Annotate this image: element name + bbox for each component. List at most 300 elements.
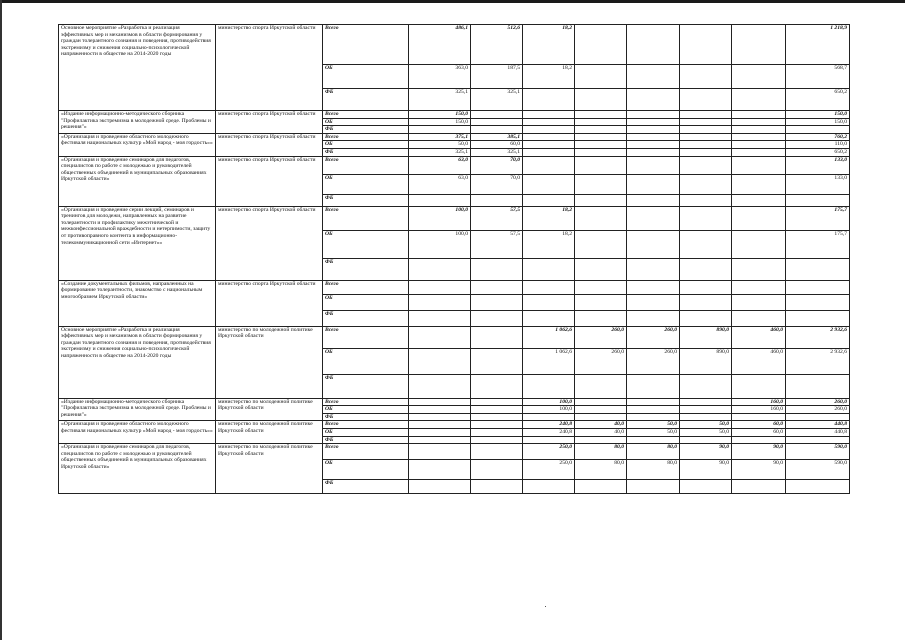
source-label: ОБ [323, 174, 409, 194]
year-value-cell [627, 65, 680, 89]
year-value-cell [627, 174, 680, 194]
source-label: ОБ [323, 460, 409, 480]
total-value-cell [786, 480, 850, 494]
executor-cell: министерство спорта Иркутской области [216, 206, 323, 280]
year-value-cell [471, 413, 523, 421]
source-label: Всего [323, 398, 409, 406]
year-value-cell [409, 258, 471, 280]
source-label: Всего [323, 156, 409, 174]
year-value-cell: 60,0 [732, 428, 786, 436]
year-value-cell [680, 141, 732, 149]
year-value-cell: 18,2 [523, 65, 575, 89]
year-value-cell [523, 141, 575, 149]
source-label: ФБ [323, 480, 409, 494]
year-value-cell [409, 310, 471, 326]
year-value-cell [575, 174, 627, 194]
year-value-cell [523, 280, 575, 294]
source-label: ФБ [323, 413, 409, 421]
year-value-cell [575, 141, 627, 149]
total-value-cell [786, 413, 850, 421]
year-value-cell [627, 294, 680, 310]
year-value-cell [523, 413, 575, 421]
year-value-cell [680, 230, 732, 258]
total-value-cell: 175,7 [786, 206, 850, 230]
year-value-cell: 460,0 [732, 326, 786, 348]
year-value-cell [523, 118, 575, 126]
executor-cell: министерство по молодежной политике Иркутской области [216, 398, 323, 421]
year-value-cell [732, 118, 786, 126]
total-row [59, 111, 850, 119]
year-value-cell [575, 89, 627, 111]
total-row [59, 398, 850, 406]
total-value-cell: 568,7 [786, 65, 850, 89]
year-value-cell [732, 133, 786, 141]
source-label: Всего [323, 421, 409, 429]
year-value-cell: 363,0 [409, 65, 471, 89]
year-value-cell [575, 294, 627, 310]
year-value-cell: 260,0 [627, 348, 680, 374]
year-value-cell [523, 294, 575, 310]
year-value-cell: 240,8 [523, 428, 575, 436]
total-row [59, 421, 850, 429]
year-value-cell [471, 326, 523, 348]
scan-edge-left [0, 0, 2, 640]
year-value-cell [471, 118, 523, 126]
source-label: ФБ [323, 148, 409, 156]
scan-edge-top [0, 0, 905, 3]
year-value-cell: 1 062,6 [523, 348, 575, 374]
year-value-cell [627, 258, 680, 280]
total-value-cell [786, 436, 850, 444]
year-value-cell [680, 65, 732, 89]
year-value-cell [409, 280, 471, 294]
total-value-cell: 2 932,6 [786, 348, 850, 374]
year-value-cell: 60,0 [471, 141, 523, 149]
year-value-cell [575, 310, 627, 326]
source-label: Всего [323, 444, 409, 460]
year-value-cell [627, 156, 680, 174]
year-value-cell [471, 294, 523, 310]
total-value-cell: 650,2 [786, 89, 850, 111]
source-label: Всего [323, 280, 409, 294]
year-value-cell [471, 428, 523, 436]
executor-cell: министерство спорта Иркутской области [216, 156, 323, 206]
year-value-cell [523, 156, 575, 174]
year-value-cell: 260,0 [575, 348, 627, 374]
year-value-cell [680, 413, 732, 421]
measure-description: «Организация и проведение семинаров для педагогов, специалистов по работе с молодежью и руководителей общественных объединений в муниципальных образованиях Иркутской области» [59, 444, 216, 494]
year-value-cell [409, 194, 471, 206]
executor-cell: министерство по молодежной политике Иркутской области [216, 421, 323, 444]
source-label: Всего [323, 111, 409, 119]
year-value-cell: 325,1 [409, 148, 471, 156]
year-value-cell [575, 65, 627, 89]
year-value-cell [732, 294, 786, 310]
year-value-cell: 512,6 [471, 25, 523, 65]
year-value-cell: 90,0 [732, 444, 786, 460]
source-label: ФБ [323, 436, 409, 444]
total-row [59, 156, 850, 174]
year-value-cell [680, 111, 732, 119]
year-value-cell [575, 111, 627, 119]
total-value-cell: 260,0 [786, 406, 850, 414]
year-value-cell [732, 413, 786, 421]
year-value-cell [575, 25, 627, 65]
year-value-cell: 18,2 [523, 206, 575, 230]
total-row [59, 444, 850, 460]
year-value-cell [627, 118, 680, 126]
year-value-cell [627, 126, 680, 134]
measure-description: «Создание документальных фильмов, направленных на формирование толерантности, знакомство с национальным многообразием Иркутской области» [59, 280, 216, 326]
year-value-cell [627, 480, 680, 494]
total-value-cell: 440,8 [786, 421, 850, 429]
year-value-cell [575, 126, 627, 134]
source-label: Всего [323, 206, 409, 230]
executor-cell: министерство спорта Иркутской области [216, 25, 323, 111]
year-value-cell: 57,5 [471, 206, 523, 230]
total-row [59, 206, 850, 230]
year-value-cell [627, 194, 680, 206]
year-value-cell: 890,0 [680, 348, 732, 374]
year-value-cell [680, 406, 732, 414]
year-value-cell [627, 398, 680, 406]
year-value-cell [575, 194, 627, 206]
year-value-cell: 250,0 [523, 444, 575, 460]
year-value-cell [680, 148, 732, 156]
year-value-cell [732, 280, 786, 294]
year-value-cell [523, 174, 575, 194]
year-value-cell [732, 65, 786, 89]
total-value-cell [786, 280, 850, 294]
year-value-cell [732, 89, 786, 111]
source-label: Всего [323, 25, 409, 65]
year-value-cell: 90,0 [680, 460, 732, 480]
total-value-cell: 650,2 [786, 148, 850, 156]
year-value-cell [627, 111, 680, 119]
year-value-cell: 160,0 [732, 398, 786, 406]
total-row [59, 326, 850, 348]
year-value-cell [471, 398, 523, 406]
year-value-cell [523, 480, 575, 494]
year-value-cell [732, 206, 786, 230]
year-value-cell [680, 374, 732, 398]
source-label: ОБ [323, 230, 409, 258]
year-value-cell [627, 206, 680, 230]
year-value-cell: 80,0 [575, 444, 627, 460]
year-value-cell [575, 280, 627, 294]
year-value-cell [575, 230, 627, 258]
year-value-cell [732, 156, 786, 174]
year-value-cell [680, 25, 732, 65]
year-value-cell [523, 89, 575, 111]
year-value-cell: 325,1 [471, 89, 523, 111]
total-value-cell [786, 310, 850, 326]
year-value-cell [627, 148, 680, 156]
year-value-cell [680, 280, 732, 294]
year-value-cell: 60,0 [732, 421, 786, 429]
total-value-cell: 440,8 [786, 428, 850, 436]
year-value-cell [680, 294, 732, 310]
year-value-cell: 100,0 [409, 206, 471, 230]
year-value-cell [680, 194, 732, 206]
year-value-cell: 80,0 [627, 444, 680, 460]
year-value-cell [409, 126, 471, 134]
year-value-cell [732, 436, 786, 444]
year-value-cell [575, 436, 627, 444]
year-value-cell: 50,0 [627, 428, 680, 436]
year-value-cell [627, 374, 680, 398]
year-value-cell [409, 374, 471, 398]
year-value-cell [575, 406, 627, 414]
year-value-cell: 50,0 [680, 428, 732, 436]
source-label: Всего [323, 133, 409, 141]
total-value-cell: 590,0 [786, 444, 850, 460]
total-value-cell [786, 194, 850, 206]
year-value-cell [680, 398, 732, 406]
year-value-cell [575, 118, 627, 126]
year-value-cell [409, 444, 471, 460]
year-value-cell [732, 310, 786, 326]
year-value-cell: 460,0 [732, 348, 786, 374]
measure-description: «Организация и проведение областного молодежного фестиваля национальных культур «Мой народ - моя гордость»» [59, 421, 216, 444]
year-value-cell: 325,1 [471, 148, 523, 156]
year-value-cell [523, 126, 575, 134]
year-value-cell [732, 148, 786, 156]
year-value-cell [627, 133, 680, 141]
year-value-cell: 90,0 [732, 460, 786, 480]
year-value-cell: 80,0 [627, 460, 680, 480]
year-value-cell [575, 413, 627, 421]
total-value-cell: 150,0 [786, 111, 850, 119]
year-value-cell [471, 310, 523, 326]
executor-cell: министерство спорта Иркутской области [216, 280, 323, 326]
year-value-cell [523, 194, 575, 206]
total-value-cell: 133,0 [786, 174, 850, 194]
year-value-cell [575, 258, 627, 280]
year-value-cell [471, 436, 523, 444]
budget-table [58, 24, 850, 494]
year-value-cell: 18,2 [523, 230, 575, 258]
year-value-cell [680, 258, 732, 280]
year-value-cell [627, 406, 680, 414]
year-value-cell: 50,0 [409, 141, 471, 149]
year-value-cell [575, 156, 627, 174]
year-value-cell: 260,0 [575, 326, 627, 348]
year-value-cell [523, 436, 575, 444]
total-value-cell [786, 294, 850, 310]
year-value-cell [732, 480, 786, 494]
total-row [59, 280, 850, 294]
year-value-cell [575, 148, 627, 156]
total-value-cell [786, 374, 850, 398]
year-value-cell [409, 348, 471, 374]
year-value-cell: 486,1 [409, 25, 471, 65]
year-value-cell [409, 406, 471, 414]
total-value-cell: 760,2 [786, 133, 850, 141]
year-value-cell [471, 480, 523, 494]
year-value-cell [627, 25, 680, 65]
year-value-cell [732, 174, 786, 194]
year-value-cell: 50,0 [627, 421, 680, 429]
year-value-cell [575, 374, 627, 398]
year-value-cell: 70,0 [471, 174, 523, 194]
year-value-cell: 80,0 [575, 460, 627, 480]
measure-description: «Организация и проведение семинаров для педагогов, специалистов по работе с молодежью и руководителей общественных объединений в муниципальных образованиях Иркутской области» [59, 156, 216, 206]
year-value-cell [575, 398, 627, 406]
source-label: ФБ [323, 194, 409, 206]
year-value-cell: 50,0 [680, 421, 732, 429]
year-value-cell: 90,0 [680, 444, 732, 460]
year-value-cell: 150,0 [409, 111, 471, 119]
year-value-cell [732, 258, 786, 280]
source-label: ФБ [323, 89, 409, 111]
year-value-cell [680, 118, 732, 126]
year-value-cell: 187,5 [471, 65, 523, 89]
measure-description: Основное мероприятие «Разработка и реализация эффективных мер и механизмов в области формирования у граждан толерантного сознания и поведения, противодействия экстремизму и снижения социально-психологической напряженности в обществе на 2014-2020 годы [59, 326, 216, 398]
year-value-cell [732, 25, 786, 65]
source-label: ОБ [323, 294, 409, 310]
year-value-cell: 1 062,6 [523, 326, 575, 348]
year-value-cell: 63,0 [409, 156, 471, 174]
year-value-cell [732, 230, 786, 258]
source-label: ОБ [323, 348, 409, 374]
measure-description: «Издание информационно-методического сборника "Профилактика экстремизма в молодежной среде. Проблемы и решения"» [59, 398, 216, 421]
year-value-cell [471, 280, 523, 294]
year-value-cell: 70,0 [471, 156, 523, 174]
year-value-cell [409, 436, 471, 444]
year-value-cell [409, 398, 471, 406]
total-value-cell: 2 932,6 [786, 326, 850, 348]
year-value-cell [523, 133, 575, 141]
year-value-cell [627, 89, 680, 111]
year-value-cell [680, 126, 732, 134]
year-value-cell: 18,2 [523, 25, 575, 65]
total-row [59, 25, 850, 65]
year-value-cell [471, 374, 523, 398]
source-label: ФБ [323, 126, 409, 134]
year-value-cell [627, 436, 680, 444]
year-value-cell: 325,1 [409, 89, 471, 111]
year-value-cell [523, 310, 575, 326]
year-value-cell [680, 436, 732, 444]
year-value-cell: 100,0 [523, 406, 575, 414]
source-label: Всего [323, 326, 409, 348]
year-value-cell [471, 194, 523, 206]
year-value-cell [409, 294, 471, 310]
year-value-cell [523, 258, 575, 280]
executor-cell: министерство по молодежной политике Иркутской области [216, 444, 323, 494]
scan-speck [545, 606, 546, 607]
year-value-cell [471, 406, 523, 414]
year-value-cell: 385,1 [471, 133, 523, 141]
executor-cell: министерство спорта Иркутской области [216, 111, 323, 134]
year-value-cell [575, 480, 627, 494]
year-value-cell: 240,8 [523, 421, 575, 429]
year-value-cell: 160,0 [732, 406, 786, 414]
year-value-cell [680, 480, 732, 494]
year-value-cell [680, 310, 732, 326]
source-label: ОБ [323, 118, 409, 126]
year-value-cell: 100,0 [409, 230, 471, 258]
measure-description: «Издание информационно-методического сборника "Профилактика экстремизма в молодежной среде. Проблемы и решения"» [59, 111, 216, 134]
year-value-cell [523, 374, 575, 398]
year-value-cell [732, 374, 786, 398]
year-value-cell: 150,0 [409, 118, 471, 126]
total-value-cell: 260,0 [786, 398, 850, 406]
year-value-cell [627, 141, 680, 149]
year-value-cell [409, 421, 471, 429]
year-value-cell [471, 258, 523, 280]
year-value-cell: 890,0 [680, 326, 732, 348]
year-value-cell [680, 89, 732, 111]
total-value-cell [786, 258, 850, 280]
year-value-cell: 375,1 [409, 133, 471, 141]
total-value-cell: 133,0 [786, 156, 850, 174]
source-label: ФБ [323, 374, 409, 398]
year-value-cell [409, 428, 471, 436]
year-value-cell [732, 111, 786, 119]
measure-description: «Организация и проведение областного молодежного фестиваля национальных культур «Мой народ - моя гордость»» [59, 133, 216, 156]
year-value-cell [523, 111, 575, 119]
year-value-cell [471, 111, 523, 119]
year-value-cell [409, 413, 471, 421]
executor-cell: министерство спорта Иркутской области [216, 133, 323, 156]
measure-description: Основное мероприятие «Разработка и реализация эффективных мер и механизмов в области формирования у граждан толерантного сознания и поведения, противодействия экстремизму и снижения социально-психологической напряженности в обществе на 2014-2020 годы [59, 25, 216, 111]
year-value-cell [409, 326, 471, 348]
year-value-cell [680, 133, 732, 141]
year-value-cell [680, 206, 732, 230]
total-value-cell: 175,7 [786, 230, 850, 258]
year-value-cell [471, 126, 523, 134]
year-value-cell [409, 480, 471, 494]
year-value-cell: 100,0 [523, 398, 575, 406]
year-value-cell: 250,0 [523, 460, 575, 480]
source-label: ФБ [323, 258, 409, 280]
year-value-cell [732, 194, 786, 206]
source-label: ОБ [323, 428, 409, 436]
source-label: ОБ [323, 406, 409, 414]
year-value-cell [627, 280, 680, 294]
year-value-cell [627, 230, 680, 258]
measure-description: «Организация и проведение серии лекций, семинаров и тренингов для молодежи, направленных на развитие толерантности и профилактику межэтнической и межконфессиональной враждебности и нетерпимости, защиту от противоправного контента в информационно-телекоммуникационной сети «Интернет»» [59, 206, 216, 280]
total-value-cell [786, 126, 850, 134]
year-value-cell [575, 133, 627, 141]
total-value-cell: 110,0 [786, 141, 850, 149]
total-value-cell: 150,0 [786, 118, 850, 126]
year-value-cell [680, 156, 732, 174]
year-value-cell [680, 174, 732, 194]
year-value-cell [471, 444, 523, 460]
executor-cell: министерство по молодежной политике Иркутской области [216, 326, 323, 398]
source-label: ОБ [323, 65, 409, 89]
year-value-cell [409, 460, 471, 480]
year-value-cell: 63,0 [409, 174, 471, 194]
year-value-cell [471, 460, 523, 480]
year-value-cell: 40,0 [575, 428, 627, 436]
year-value-cell [732, 126, 786, 134]
year-value-cell [627, 310, 680, 326]
total-value-cell: 1 218,9 [786, 25, 850, 65]
year-value-cell [575, 206, 627, 230]
year-value-cell [732, 141, 786, 149]
total-value-cell: 590,0 [786, 460, 850, 480]
year-value-cell [471, 348, 523, 374]
year-value-cell: 40,0 [575, 421, 627, 429]
year-value-cell: 57,5 [471, 230, 523, 258]
year-value-cell [627, 413, 680, 421]
total-row [59, 133, 850, 141]
year-value-cell [471, 421, 523, 429]
